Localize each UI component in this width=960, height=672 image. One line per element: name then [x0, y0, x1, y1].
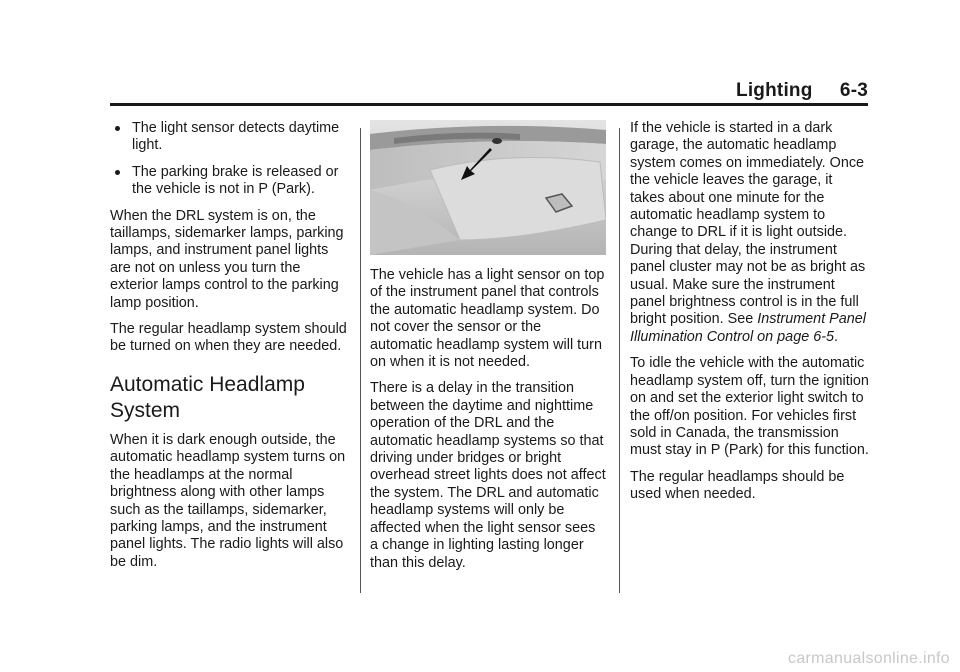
- drl-paragraph: When the DRL system is on, the taillamps, sidemarker lamps, parking lamps, and instrument panel lights are not on unless you turn the exterior lamps control to the parking lamp position.: [110, 207, 344, 311]
- regular-headlamp-paragraph: The regular headlamp system should be turned on when they are needed.: [110, 321, 347, 355]
- column-2: [370, 120, 606, 581]
- section-title: Lighting 6-3: [736, 80, 868, 101]
- header-rule: [110, 103, 868, 106]
- cross-reference-link[interactable]: Instrument Panel Illumination Control on page 6-5: [630, 311, 866, 345]
- column-3: [630, 120, 870, 513]
- condition-list: [110, 120, 352, 199]
- list-item: The parking brake is released or the vehicle is not in P (Park).: [110, 164, 352, 199]
- column-1: [110, 120, 352, 580]
- page-header: [110, 80, 868, 106]
- sensor-paragraph: The vehicle has a light sensor on top of the instrument panel that controls the automatic headlamp system. Do not cover the sensor or the automatic headlamp system will turn on when it is not needed.: [370, 267, 605, 371]
- column-divider: [619, 128, 620, 593]
- bullet-icon: [115, 126, 120, 131]
- section-heading: Automatic Headlamp System: [110, 372, 305, 422]
- idle-paragraph: To idle the vehicle with the automatic headlamp system off, turn the ignition on and set the exterior light switch to the off/on position. For vehicles first sold in Canada, the transmission must stay in P (Park) for this function.: [630, 355, 869, 459]
- light-sensor-illustration: [370, 120, 606, 255]
- list-item: The light sensor detects daytime light.: [110, 120, 352, 155]
- bullet-icon: [115, 170, 120, 175]
- auto-headlamp-paragraph: When it is dark enough outside, the automatic headlamp system turns on the headlamps at the normal brightness along with other lamps such as the taillamps, sidemarker, parking lamps, and the instrument panel lights. The radio lights will also be dim.: [110, 431, 346, 570]
- garage-paragraph: If the vehicle is started in a dark garage, the automatic headlamp system comes on immediately. Once the vehicle leaves the garage, it takes about one minute for the automatic headlamp system to change to DRL if it is light outside. During that delay, the instrument panel cluster may not be as bright as usual. Make sure the instrument panel brightness control is in the full bright position. See Instrument Panel Illumination Control on page 6-5.: [630, 120, 866, 345]
- column-divider: [360, 128, 361, 593]
- watermark: carmanualsonline.info: [788, 650, 950, 667]
- regular-headlamps-paragraph: The regular headlamps should be used when needed.: [630, 468, 845, 503]
- delay-paragraph: There is a delay in the transition between the daytime and nighttime operation of the DRL and the automatic headlamp systems so that driving under bridges or bright overhead street lights does not affect the system. The DRL and automatic headlamp systems will only be affected when the light sensor sees a change in lighting lasting longer than this delay.: [370, 380, 606, 571]
